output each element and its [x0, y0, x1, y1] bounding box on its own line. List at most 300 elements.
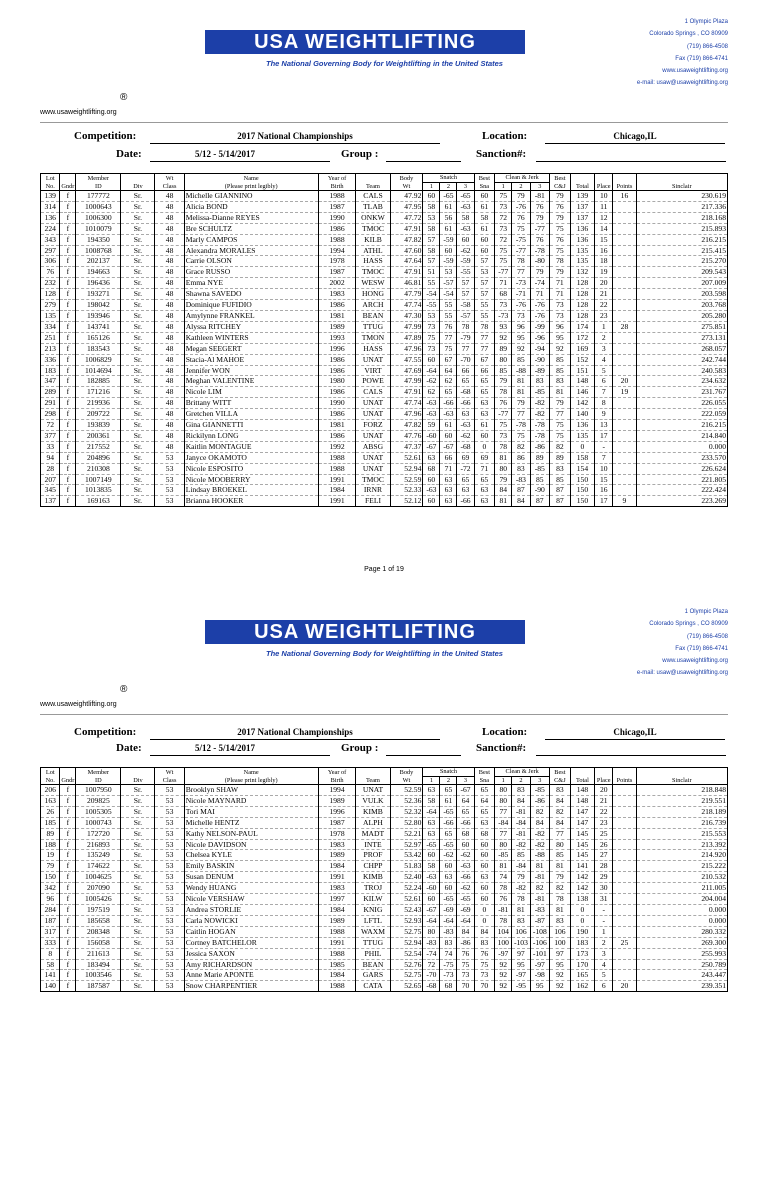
cell-snatch-3: -63: [457, 223, 474, 234]
cell-team: KIMB: [356, 806, 390, 817]
contact-phone: (719) 866-4508: [686, 43, 728, 50]
cell-snatch-2: 55: [440, 310, 457, 321]
cell-total: 136: [570, 420, 594, 431]
cell-cj-2: 106: [512, 926, 530, 937]
athlete-row: [41, 441, 728, 452]
cell-gender: f: [60, 795, 76, 806]
cell-best-snatch: 64: [474, 795, 495, 806]
athlete-row: [41, 850, 728, 861]
cell-snatch-3: 63: [457, 409, 474, 420]
athlete-row: [41, 915, 728, 926]
cell-division: Sr.: [121, 191, 155, 202]
cell-points: [613, 452, 636, 463]
cell-best-snatch: 66: [474, 365, 495, 376]
cell-gender: f: [60, 191, 76, 202]
cell-cj-2: 86: [512, 452, 530, 463]
cell-snatch-2: -54: [440, 289, 457, 300]
cell-athlete-name: Kathy NELSON-PAUL: [184, 828, 318, 839]
cell-gender: f: [60, 278, 76, 289]
col-attempt-1: 1: [423, 776, 440, 785]
cell-weight-class: 48: [155, 201, 184, 212]
cell-gender: f: [60, 289, 76, 300]
cell-division: Sr.: [121, 387, 155, 398]
cell-member-id: 1003546: [76, 970, 121, 981]
cell-athlete-name: Dominique FUFIDIO: [184, 300, 318, 311]
cell-snatch-2: 74: [440, 948, 457, 959]
cell-sinclair: 250.789: [636, 959, 727, 970]
cell-lot: 306: [41, 256, 60, 267]
cell-cj-2: -84: [512, 817, 530, 828]
cell-body-weight: 47.96: [390, 343, 423, 354]
cell-gender: f: [60, 485, 76, 496]
cell-snatch-1: -55: [423, 300, 440, 311]
cell-athlete-name: Nicole MAYNARD: [184, 795, 318, 806]
cell-best-cj: 83: [550, 785, 571, 796]
cell-cj-2: 78: [512, 256, 530, 267]
cell-best-cj: 76: [550, 234, 571, 245]
cell-cj-3: -78: [530, 420, 550, 431]
cell-cj-3: -90: [530, 485, 550, 496]
cell-snatch-3: 65: [457, 376, 474, 387]
cell-place: 5: [595, 970, 613, 981]
cell-lot: 213: [41, 343, 60, 354]
cell-best-snatch: 60: [474, 839, 495, 850]
cell-lot: 377: [41, 430, 60, 441]
cell-gender: f: [60, 332, 76, 343]
cell-body-weight: 47.82: [390, 234, 423, 245]
cell-lot: 279: [41, 300, 60, 311]
cell-division: Sr.: [121, 474, 155, 485]
cell-cj-3: 87: [530, 496, 550, 507]
cell-best-snatch: 60: [474, 894, 495, 905]
cell-weight-class: 48: [155, 441, 184, 452]
cell-best-snatch: 77: [474, 343, 495, 354]
cell-cj-3: 81: [530, 861, 550, 872]
cell-snatch-1: -64: [423, 915, 440, 926]
cell-best-cj: 79: [550, 212, 571, 223]
cell-cj-1: -97: [495, 948, 512, 959]
cell-athlete-name: Megan SEEGERT: [184, 343, 318, 354]
cell-birth-year: 1983: [318, 289, 356, 300]
athlete-row: [41, 806, 728, 817]
cell-total: 170: [570, 959, 594, 970]
cell-best-snatch: 55: [474, 300, 495, 311]
cell-weight-class: 48: [155, 300, 184, 311]
cell-cj-1: 68: [495, 289, 512, 300]
cell-cj-2: 75: [512, 223, 530, 234]
cell-snatch-3: -62: [457, 245, 474, 256]
cell-best-snatch: 63: [474, 398, 495, 409]
cell-member-id: 204896: [76, 452, 121, 463]
cell-snatch-1: 58: [423, 861, 440, 872]
cell-cj-2: -103: [512, 937, 530, 948]
cell-cj-2: -71: [512, 289, 530, 300]
contact-fax: Fax (719) 866-4741: [675, 645, 728, 652]
cell-cj-3: -85: [530, 387, 550, 398]
athlete-row: [41, 376, 728, 387]
athlete-row: [41, 828, 728, 839]
cell-sinclair: 215.222: [636, 861, 727, 872]
cell-points: [613, 234, 636, 245]
cell-cj-3: -85: [530, 785, 550, 796]
cell-snatch-2: -65: [440, 839, 457, 850]
cell-team: BEAN: [356, 959, 390, 970]
cell-team: CHPP: [356, 861, 390, 872]
cell-place: 6: [595, 376, 613, 387]
athlete-row: [41, 959, 728, 970]
cell-snatch-2: -65: [440, 191, 457, 202]
cell-cj-2: -84: [512, 861, 530, 872]
cell-points: [613, 817, 636, 828]
cell-member-id: 211613: [76, 948, 121, 959]
athlete-row: [41, 289, 728, 300]
sanction-value: [536, 148, 726, 162]
cell-gender: f: [60, 981, 76, 992]
cell-snatch-1: -74: [423, 948, 440, 959]
cell-snatch-2: 65: [440, 785, 457, 796]
cell-place: 9: [595, 409, 613, 420]
cell-birth-year: 1978: [318, 256, 356, 267]
athlete-row: [41, 795, 728, 806]
cell-team: HONG: [356, 289, 390, 300]
cell-division: Sr.: [121, 948, 155, 959]
cell-member-id: 194663: [76, 267, 121, 278]
cell-team: ABSG: [356, 441, 390, 452]
cell-sinclair: 217.336: [636, 201, 727, 212]
cell-birth-year: 1990: [318, 212, 356, 223]
cell-best-snatch: 0: [474, 904, 495, 915]
cell-division: Sr.: [121, 452, 155, 463]
location-value: Chicago,IL: [545, 726, 725, 740]
cell-snatch-1: 60: [423, 191, 440, 202]
cell-body-weight: 51.83: [390, 861, 423, 872]
cell-weight-class: 48: [155, 278, 184, 289]
cell-snatch-3: 70: [457, 981, 474, 992]
cell-weight-class: 48: [155, 354, 184, 365]
col-snatch: Snatch: [423, 174, 474, 183]
cell-points: [613, 365, 636, 376]
col-member-id: Member ID: [76, 768, 121, 785]
cell-division: Sr.: [121, 861, 155, 872]
cell-cj-3: -108: [530, 926, 550, 937]
cell-body-weight: 47.37: [390, 441, 423, 452]
athlete-row: [41, 926, 728, 937]
cell-snatch-1: 80: [423, 926, 440, 937]
cell-snatch-2: 60: [440, 861, 457, 872]
cell-snatch-3: -72: [457, 463, 474, 474]
col-total: Total: [570, 768, 594, 785]
cell-best-cj: 77: [550, 828, 571, 839]
cell-gender: f: [60, 828, 76, 839]
cell-best-cj: 79: [550, 398, 571, 409]
cell-athlete-name: Brittany WITT: [184, 398, 318, 409]
cell-cj-1: 79: [495, 474, 512, 485]
cell-best-cj: 95: [550, 332, 571, 343]
col-attempt-1: 1: [495, 776, 512, 785]
cell-birth-year: 1984: [318, 970, 356, 981]
cell-division: Sr.: [121, 289, 155, 300]
cell-lot: 345: [41, 485, 60, 496]
cell-birth-year: 1989: [318, 850, 356, 861]
date-label: Date:: [116, 148, 142, 160]
cell-total: 0: [570, 915, 594, 926]
athlete-row: [41, 365, 728, 376]
athlete-row: [41, 970, 728, 981]
col-attempt-1: 1: [495, 182, 512, 191]
cell-team: BEAN: [356, 310, 390, 321]
cell-birth-year: 1988: [318, 948, 356, 959]
cell-division: Sr.: [121, 926, 155, 937]
cell-cj-1: 80: [495, 785, 512, 796]
cell-snatch-2: -65: [440, 806, 457, 817]
athlete-row: [41, 872, 728, 883]
cell-snatch-2: 77: [440, 332, 457, 343]
cell-best-cj: 79: [550, 872, 571, 883]
cell-place: 5: [595, 365, 613, 376]
cell-points: [613, 289, 636, 300]
cell-birth-year: 1988: [318, 452, 356, 463]
cell-birth-year: 1996: [318, 806, 356, 817]
cell-birth-year: 1980: [318, 376, 356, 387]
cell-cj-3: 71: [530, 289, 550, 300]
cell-place: 25: [595, 828, 613, 839]
cell-snatch-2: 56: [440, 212, 457, 223]
cell-cj-1: 81: [495, 861, 512, 872]
cell-weight-class: 48: [155, 234, 184, 245]
cell-member-id: 194350: [76, 234, 121, 245]
cell-cj-1: -77: [495, 267, 512, 278]
cell-snatch-1: -63: [423, 485, 440, 496]
cell-best-cj: 71: [550, 278, 571, 289]
cell-team: TMOC: [356, 474, 390, 485]
cell-snatch-3: 75: [457, 959, 474, 970]
col-place: Place: [595, 174, 613, 191]
cell-cj-2: 77: [512, 409, 530, 420]
cell-total: 0: [570, 904, 594, 915]
athlete-row: [41, 496, 728, 507]
cell-athlete-name: Alexandra MORALES: [184, 245, 318, 256]
cell-place: 3: [595, 343, 613, 354]
cell-birth-year: 1988: [318, 191, 356, 202]
cell-team: ARCH: [356, 300, 390, 311]
cell-team: UNAT: [356, 398, 390, 409]
cell-snatch-1: 73: [423, 343, 440, 354]
cell-weight-class: 53: [155, 959, 184, 970]
cell-snatch-3: -63: [457, 420, 474, 431]
col-attempt-2: 2: [440, 776, 457, 785]
cell-birth-year: 1987: [318, 817, 356, 828]
cell-snatch-3: 65: [457, 806, 474, 817]
cell-gender: f: [60, 223, 76, 234]
cell-best-snatch: 65: [474, 387, 495, 398]
cell-cj-2: 83: [512, 785, 530, 796]
cell-snatch-3: -57: [457, 310, 474, 321]
cell-sinclair: 221.805: [636, 474, 727, 485]
col-clean-jerk: Clean & Jerk: [495, 174, 550, 183]
cell-place: 21: [595, 289, 613, 300]
athlete-row: [41, 785, 728, 796]
usaw-logo: USA WEIGHTLIFTING: [205, 30, 525, 54]
cell-birth-year: 1991: [318, 474, 356, 485]
cell-place: 10: [595, 463, 613, 474]
athlete-row: [41, 420, 728, 431]
cell-weight-class: 48: [155, 245, 184, 256]
cell-best-snatch: 60: [474, 850, 495, 861]
cell-body-weight: 47.60: [390, 245, 423, 256]
cell-snatch-3: -55: [457, 267, 474, 278]
cell-body-weight: 52.24: [390, 883, 423, 894]
date-value: 5/12 - 5/14/2017: [150, 148, 330, 162]
cell-athlete-name: Lindsay BROEKEL: [184, 485, 318, 496]
cell-division: Sr.: [121, 245, 155, 256]
cell-weight-class: 48: [155, 267, 184, 278]
cell-snatch-3: -68: [457, 441, 474, 452]
cell-body-weight: 47.91: [390, 223, 423, 234]
cell-snatch-2: 66: [440, 452, 457, 463]
cell-athlete-name: Nicole DAVIDSON: [184, 839, 318, 850]
cell-snatch-1: -67: [423, 441, 440, 452]
cell-athlete-name: Cortney BATCHELOR: [184, 937, 318, 948]
cell-cj-1: 75: [495, 420, 512, 431]
cell-snatch-2: 76: [440, 321, 457, 332]
cell-snatch-2: 61: [440, 420, 457, 431]
cell-sinclair: 230.619: [636, 191, 727, 202]
cell-member-id: 1005305: [76, 806, 121, 817]
cell-lot: 342: [41, 883, 60, 894]
cell-member-id: 198042: [76, 300, 121, 311]
cell-best-cj: 89: [550, 452, 571, 463]
cell-member-id: 182885: [76, 376, 121, 387]
cell-best-snatch: 63: [474, 485, 495, 496]
cell-weight-class: 53: [155, 894, 184, 905]
contact-phone: (719) 866-4508: [686, 633, 728, 640]
cell-lot: 33: [41, 441, 60, 452]
cell-athlete-name: Alicia BOND: [184, 201, 318, 212]
cell-division: Sr.: [121, 981, 155, 992]
cell-athlete-name: Carla NOWICKI: [184, 915, 318, 926]
cell-cj-2: 97: [512, 948, 530, 959]
cell-member-id: 177772: [76, 191, 121, 202]
cell-total: 148: [570, 785, 594, 796]
cell-division: Sr.: [121, 872, 155, 883]
cell-total: 172: [570, 332, 594, 343]
cell-total: 150: [570, 496, 594, 507]
contact-website: www.usaweightlifting.org: [662, 68, 728, 75]
cell-snatch-2: -69: [440, 904, 457, 915]
cell-total: 128: [570, 289, 594, 300]
cell-athlete-name: Meghan VALENTINE: [184, 376, 318, 387]
cell-division: Sr.: [121, 894, 155, 905]
site-url: www.usaweightlifting.org: [40, 109, 117, 116]
cell-member-id: 1005426: [76, 894, 121, 905]
cell-snatch-3: 57: [457, 289, 474, 300]
cell-total: 148: [570, 376, 594, 387]
cell-member-id: 193839: [76, 420, 121, 431]
cell-snatch-3: -70: [457, 354, 474, 365]
cell-snatch-2: -59: [440, 234, 457, 245]
cell-sinclair: 203.598: [636, 289, 727, 300]
cell-snatch-3: -68: [457, 387, 474, 398]
cell-cj-1: 78: [495, 441, 512, 452]
cell-sinclair: 0.000: [636, 904, 727, 915]
cell-cj-2: -81: [512, 806, 530, 817]
cell-cj-3: 79: [530, 267, 550, 278]
cell-division: Sr.: [121, 883, 155, 894]
cell-body-weight: 47.95: [390, 201, 423, 212]
cell-best-cj: 80: [550, 839, 571, 850]
cell-sinclair: 216.215: [636, 234, 727, 245]
cell-place: 23: [595, 310, 613, 321]
cell-weight-class: 53: [155, 872, 184, 883]
cell-best-cj: 82: [550, 806, 571, 817]
cell-cj-1: 73: [495, 430, 512, 441]
cell-birth-year: 1992: [318, 441, 356, 452]
cell-lot: 140: [41, 981, 60, 992]
cell-athlete-name: Michelle GIANNINO: [184, 191, 318, 202]
cell-cj-3: -81: [530, 894, 550, 905]
date-value: 5/12 - 5/14/2017: [150, 742, 330, 756]
col-points: Points: [613, 174, 636, 191]
cell-division: Sr.: [121, 485, 155, 496]
cell-team: GARS: [356, 970, 390, 981]
cell-best-cj: 83: [550, 463, 571, 474]
cell-snatch-1: -63: [423, 409, 440, 420]
cell-gender: f: [60, 201, 76, 212]
cell-total: 145: [570, 828, 594, 839]
cell-gender: f: [60, 398, 76, 409]
cell-gender: f: [60, 937, 76, 948]
cell-member-id: 197519: [76, 904, 121, 915]
cell-team: ATHL: [356, 245, 390, 256]
athlete-row: [41, 861, 728, 872]
cell-member-id: 169163: [76, 496, 121, 507]
cell-points: 9: [613, 496, 636, 507]
cell-sinclair: 0.000: [636, 441, 727, 452]
cell-birth-year: 1984: [318, 485, 356, 496]
cell-division: Sr.: [121, 321, 155, 332]
cell-cj-3: 95: [530, 981, 550, 992]
cell-best-cj: 82: [550, 883, 571, 894]
cell-lot: 141: [41, 970, 60, 981]
cell-member-id: 207090: [76, 883, 121, 894]
cell-points: [613, 872, 636, 883]
cell-best-cj: 78: [550, 894, 571, 905]
cell-lot: 96: [41, 894, 60, 905]
cell-place: 29: [595, 872, 613, 883]
col-attempt-2: 2: [512, 182, 530, 191]
cell-team: UNAT: [356, 409, 390, 420]
cell-snatch-3: -65: [457, 191, 474, 202]
cell-sinclair: 218.189: [636, 806, 727, 817]
cell-gender: f: [60, 267, 76, 278]
cell-body-weight: 52.76: [390, 959, 423, 970]
cell-points: 28: [613, 321, 636, 332]
cell-cj-2: -73: [512, 278, 530, 289]
cell-team: UNAT: [356, 430, 390, 441]
cell-athlete-name: Carrie OLSON: [184, 256, 318, 267]
cell-place: 16: [595, 245, 613, 256]
cell-snatch-3: -67: [457, 785, 474, 796]
cell-cj-1: 104: [495, 926, 512, 937]
cell-snatch-2: -75: [440, 959, 457, 970]
cell-body-weight: 52.93: [390, 915, 423, 926]
cell-place: 28: [595, 861, 613, 872]
cell-best-snatch: 67: [474, 354, 495, 365]
cell-lot: 333: [41, 937, 60, 948]
cell-place: 17: [595, 496, 613, 507]
cell-points: 25: [613, 937, 636, 948]
cell-best-cj: 75: [550, 430, 571, 441]
